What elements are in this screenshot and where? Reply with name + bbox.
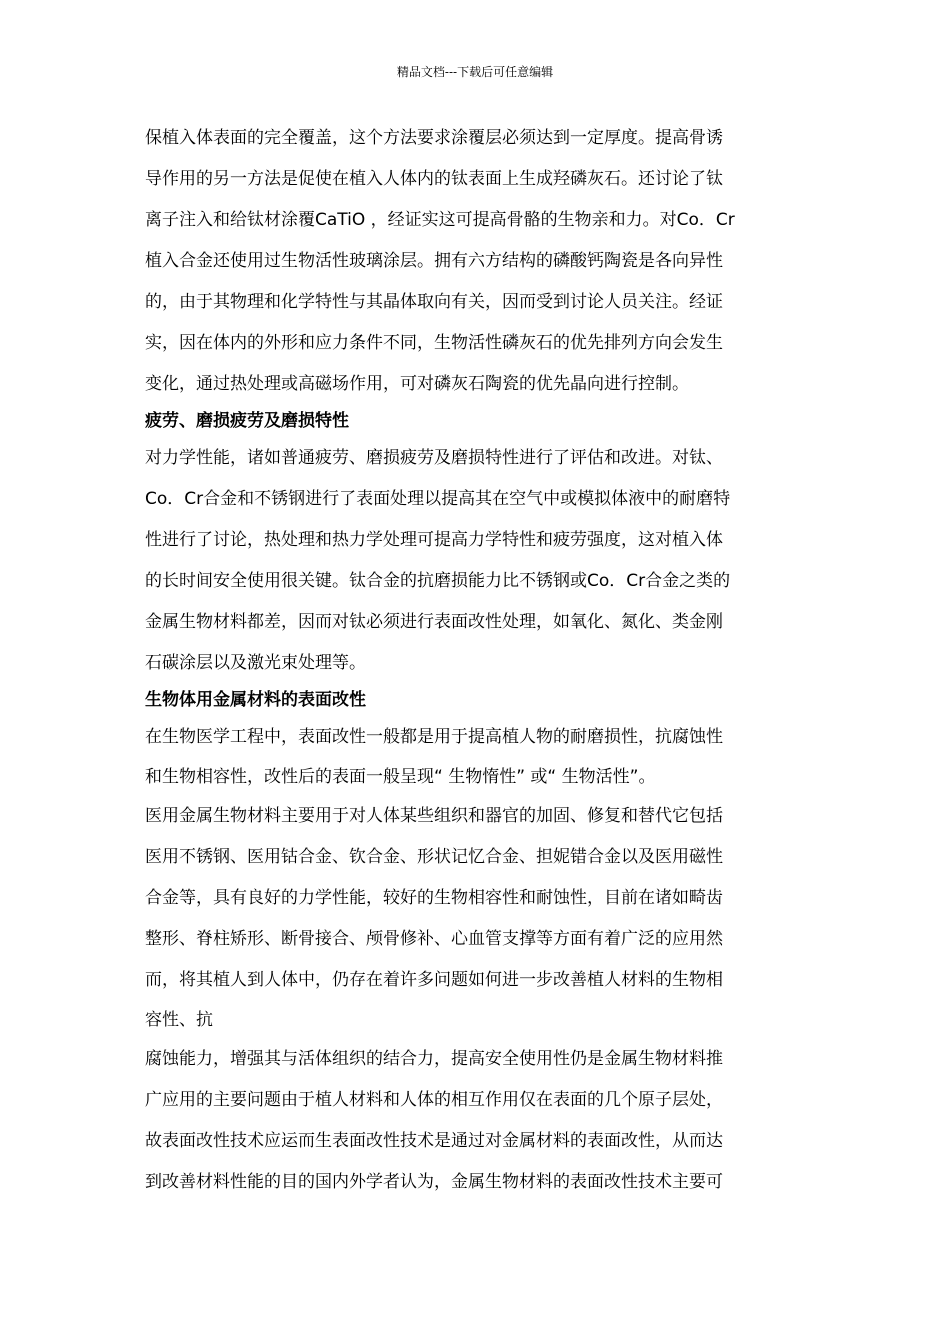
section-heading-fatigue-wear: 疲劳、磨损疲劳及磨损特性	[145, 411, 349, 431]
text-line: 保植入体表面的完全覆盖，这个方法要求涂覆层必须达到一定厚度。提高骨诱	[145, 128, 723, 148]
text-line: 整形、脊柱矫形、断骨接合、颅骨修补、心血管支撑等方面有着广泛的应用然	[145, 929, 723, 949]
text-line: 的，由于其物理和化学特性与其晶体取向有关，因而受到讨论人员关注。经证	[145, 292, 723, 312]
text-line: 离子注入和给钛材涂覆CaTiO ，经证实这可提高骨骼的生物亲和力。对Co．Cr	[145, 210, 735, 230]
paragraph-coatings	[145, 118, 810, 405]
text-line: 实，因在体内的外形和应力条件不同，生物活性磷灰石的优先排列方向会发生	[145, 333, 723, 353]
text-line: 石碳涂层以及激光束处理等。	[145, 653, 366, 673]
page-header: 精品文档---下载后可任意编辑	[396, 65, 554, 79]
text-line: 合金等，具有良好的力学性能，较好的生物相容性和耐蚀性，目前在诸如畸齿	[145, 888, 723, 908]
text-line: 植入合金还使用过生物活性玻璃涂层。拥有六方结构的磷酸钙陶瓷是各向异性	[145, 251, 723, 271]
text-line: 容性、抗	[145, 1010, 213, 1030]
text-line: 对力学性能，诸如普通疲劳、磨损疲劳及磨损特性进行了评估和改进。对钛、	[145, 448, 723, 468]
text-line: 变化，通过热处理或高磁场作用，可对磷灰石陶瓷的优先晶向进行控制。	[145, 374, 689, 394]
text-line: 金属生物材料都差，因而对钛必须进行表面改性处理，如氧化、氮化、类金刚	[145, 612, 723, 632]
text-line: 的长时间安全使用很关键。钛合金的抗磨损能力比不锈钢或Co．Cr合金之类的	[145, 571, 731, 591]
text-line: Co．Cr合金和不锈钢进行了表面处理以提高其在空气中或模拟体液中的耐磨特	[145, 489, 731, 509]
text-line: 医用不锈钢、医用钴合金、钦合金、形状记忆合金、担妮错合金以及医用磁性	[145, 847, 723, 867]
text-line: 导作用的另一方法是促使在植入人体内的钛表面上生成羟磷灰石。还讨论了钛	[145, 169, 723, 189]
text-line: 故表面改性技术应运而生表面改性技术是通过对金属材料的表面改性，从而达	[145, 1131, 723, 1151]
section-heading-surface-modification: 生物体用金属材料的表面改性	[145, 690, 366, 710]
paragraph-surface-modification	[145, 717, 810, 1203]
document-body	[145, 118, 810, 1203]
text-line: 广应用的主要问题由于植人材料和人体的相互作用仅在表面的几个原子层处，	[145, 1090, 723, 1110]
text-line: 腐蚀能力，增强其与活体组织的结合力，提高安全使用性仍是金属生物材料推	[145, 1049, 723, 1069]
text-line: 而，将其植人到人体中，仍存在着许多问题如何进一步改善植人材料的生物相	[145, 970, 723, 990]
text-line: 和生物相容性，改性后的表面一般呈现“ 生物惰性” 或“ 生物活性”。	[145, 767, 656, 787]
paragraph-fatigue-wear	[145, 438, 810, 684]
text-line: 在生物医学工程中，表面改性一般都是用于提高植人物的耐磨损性，抗腐蚀性	[145, 727, 723, 747]
text-line: 性进行了讨论，热处理和热力学处理可提高力学特性和疲劳强度，这对植入体	[145, 530, 723, 550]
text-line: 到改善材料性能的目的国内外学者认为，金属生物材料的表面改性技术主要可	[145, 1172, 723, 1192]
text-line: 医用金属生物材料主要用于对人体某些组织和器官的加固、修复和替代它包括	[145, 806, 723, 826]
